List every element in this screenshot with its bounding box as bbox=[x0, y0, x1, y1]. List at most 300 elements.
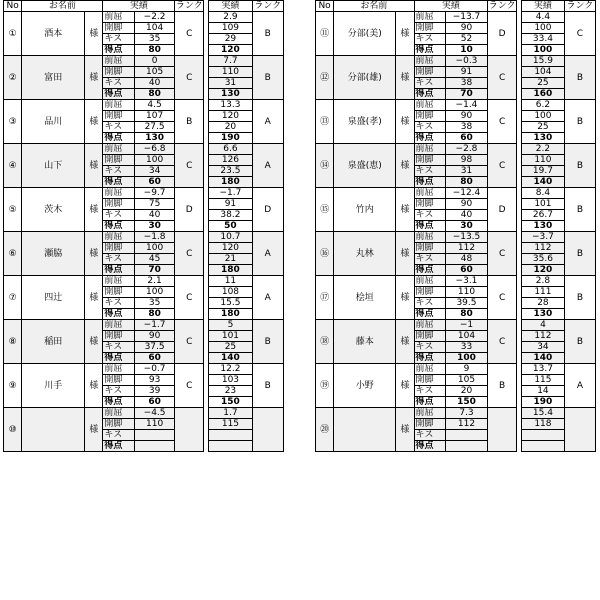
result-value-2: 23 bbox=[209, 386, 252, 397]
honorific: 様 bbox=[396, 12, 414, 56]
score-table bbox=[315, 0, 596, 452]
member-name: 分部(美) bbox=[334, 12, 396, 56]
result-value-2: 180 bbox=[209, 265, 252, 276]
stat-label: 開脚 bbox=[103, 375, 134, 386]
stat-label: 得点 bbox=[103, 89, 134, 100]
table-row bbox=[4, 408, 284, 419]
result-value: 80 bbox=[134, 89, 175, 100]
result-value: −4.5 bbox=[134, 408, 175, 419]
stat-label: キス bbox=[414, 34, 445, 45]
result-value: 39.5 bbox=[445, 298, 488, 309]
result-value: 105 bbox=[445, 375, 488, 386]
rank-grade: C bbox=[175, 144, 204, 188]
header-no: No bbox=[316, 1, 334, 12]
stat-label: 前屈 bbox=[414, 320, 445, 331]
rank-grade-2: B bbox=[564, 188, 595, 232]
rank-grade-2: B bbox=[564, 232, 595, 276]
stat-label: キス bbox=[414, 210, 445, 221]
rank-grade-2: A bbox=[252, 100, 283, 144]
result-value-2: 6.2 bbox=[522, 100, 565, 111]
rank-grade-2: B bbox=[564, 100, 595, 144]
entry-number: ⑬ bbox=[316, 100, 334, 144]
entry-number: ③ bbox=[4, 100, 22, 144]
honorific: 様 bbox=[85, 232, 103, 276]
result-value-2: 112 bbox=[522, 243, 565, 254]
table-row bbox=[316, 100, 596, 111]
rank-grade-2 bbox=[564, 408, 595, 452]
header-row bbox=[316, 1, 596, 12]
honorific: 様 bbox=[85, 408, 103, 452]
result-value-2: 110 bbox=[209, 67, 252, 78]
stat-label: キス bbox=[103, 298, 134, 309]
left-roster-table bbox=[3, 0, 284, 452]
result-value: −1 bbox=[445, 320, 488, 331]
member-name bbox=[334, 408, 396, 452]
rank-grade-2: A bbox=[252, 144, 283, 188]
result-value-2: 100 bbox=[522, 111, 565, 122]
result-value: 80 bbox=[445, 309, 488, 320]
result-value-2: 103 bbox=[209, 375, 252, 386]
honorific: 様 bbox=[85, 144, 103, 188]
stat-label: キス bbox=[103, 166, 134, 177]
member-name: 藤本 bbox=[334, 320, 396, 364]
stat-label: 得点 bbox=[414, 133, 445, 144]
result-value: 9 bbox=[445, 364, 488, 375]
stat-label: 得点 bbox=[103, 45, 134, 56]
result-value: 104 bbox=[445, 331, 488, 342]
result-value-2: 7.7 bbox=[209, 56, 252, 67]
result-value: 34 bbox=[134, 166, 175, 177]
stat-label: キス bbox=[103, 210, 134, 221]
result-value-2: 110 bbox=[522, 155, 565, 166]
result-value: 60 bbox=[445, 265, 488, 276]
stat-label: 前屈 bbox=[103, 144, 134, 155]
stat-label: 開脚 bbox=[103, 199, 134, 210]
result-value-2: 100 bbox=[522, 45, 565, 56]
entry-number: ④ bbox=[4, 144, 22, 188]
stat-label: 得点 bbox=[103, 309, 134, 320]
result-value-2: 2.8 bbox=[522, 276, 565, 287]
result-value: 110 bbox=[445, 287, 488, 298]
table-row bbox=[316, 232, 596, 243]
result-value-2: 109 bbox=[209, 23, 252, 34]
result-value-2: 100 bbox=[522, 23, 565, 34]
stat-label: 開脚 bbox=[414, 67, 445, 78]
honorific: 様 bbox=[85, 100, 103, 144]
honorific: 様 bbox=[396, 56, 414, 100]
stat-label: 前屈 bbox=[103, 232, 134, 243]
result-value: 110 bbox=[134, 419, 175, 430]
result-value: 4.5 bbox=[134, 100, 175, 111]
entry-number: ⑥ bbox=[4, 232, 22, 276]
result-value: −9.7 bbox=[134, 188, 175, 199]
result-value: 112 bbox=[445, 243, 488, 254]
result-value: −1.7 bbox=[134, 320, 175, 331]
entry-number: ⑧ bbox=[4, 320, 22, 364]
member-name: 茨木 bbox=[22, 188, 85, 232]
result-value-2: 140 bbox=[522, 177, 565, 188]
entry-number: ⑩ bbox=[4, 408, 22, 452]
rank-grade: D bbox=[488, 12, 517, 56]
rank-grade-2: B bbox=[564, 144, 595, 188]
table-row bbox=[4, 12, 284, 23]
stat-label: 前屈 bbox=[414, 232, 445, 243]
result-value: 20 bbox=[445, 386, 488, 397]
stat-label: キス bbox=[103, 78, 134, 89]
honorific: 様 bbox=[85, 56, 103, 100]
member-name: 竹内 bbox=[334, 188, 396, 232]
result-value: 105 bbox=[134, 67, 175, 78]
entry-number: ⑫ bbox=[316, 56, 334, 100]
result-value-2: 130 bbox=[522, 221, 565, 232]
result-value-2: 120 bbox=[209, 111, 252, 122]
result-value: 60 bbox=[134, 177, 175, 188]
result-value: 70 bbox=[134, 265, 175, 276]
result-value-2: 2.2 bbox=[522, 144, 565, 155]
result-value: −13.5 bbox=[445, 232, 488, 243]
result-value: 31 bbox=[445, 166, 488, 177]
stat-label: 開脚 bbox=[103, 419, 134, 430]
stat-label: 開脚 bbox=[103, 243, 134, 254]
stat-label: 得点 bbox=[414, 177, 445, 188]
result-value: 90 bbox=[134, 331, 175, 342]
result-value-2: 13.3 bbox=[209, 100, 252, 111]
result-value-2 bbox=[522, 441, 565, 452]
stat-label: 開脚 bbox=[414, 331, 445, 342]
result-value-2: 150 bbox=[209, 397, 252, 408]
stat-label: 前屈 bbox=[103, 364, 134, 375]
result-value-2: 14 bbox=[522, 386, 565, 397]
result-value-2: 1.7 bbox=[209, 408, 252, 419]
rank-grade-2: B bbox=[564, 56, 595, 100]
member-name: 品川 bbox=[22, 100, 85, 144]
rank-grade: C bbox=[488, 56, 517, 100]
entry-number: ⑦ bbox=[4, 276, 22, 320]
stat-label: キス bbox=[414, 430, 445, 441]
result-value: −6.8 bbox=[134, 144, 175, 155]
result-value-2: 4 bbox=[522, 320, 565, 331]
result-value bbox=[445, 430, 488, 441]
rank-grade: C bbox=[488, 276, 517, 320]
result-value: 90 bbox=[445, 111, 488, 122]
member-name: 泉盛(孝) bbox=[334, 100, 396, 144]
stat-label: キス bbox=[103, 430, 134, 441]
result-value-2: 29 bbox=[209, 34, 252, 45]
result-value-2: 15.5 bbox=[209, 298, 252, 309]
result-value-2: 115 bbox=[522, 375, 565, 386]
score-table bbox=[3, 0, 284, 452]
stat-label: キス bbox=[103, 386, 134, 397]
entry-number: ⑲ bbox=[316, 364, 334, 408]
stat-label: 開脚 bbox=[103, 287, 134, 298]
result-value-2: 15.9 bbox=[522, 56, 565, 67]
stat-label: 開脚 bbox=[103, 331, 134, 342]
stat-label: 開脚 bbox=[103, 155, 134, 166]
result-value: 40 bbox=[134, 78, 175, 89]
stat-label: 得点 bbox=[414, 441, 445, 452]
header-rank-2: ランク bbox=[252, 1, 283, 12]
result-value-2: 12.2 bbox=[209, 364, 252, 375]
stat-label: 得点 bbox=[103, 397, 134, 408]
honorific: 様 bbox=[396, 232, 414, 276]
result-value-2: 33.4 bbox=[522, 34, 565, 45]
result-value: −12.4 bbox=[445, 188, 488, 199]
result-value-2: 50 bbox=[209, 221, 252, 232]
header-rank: ランク bbox=[175, 1, 203, 11]
stat-label: 得点 bbox=[414, 309, 445, 320]
honorific: 様 bbox=[396, 100, 414, 144]
stat-label: 前屈 bbox=[103, 276, 134, 287]
stat-label: 前屈 bbox=[103, 12, 134, 23]
rank-grade: D bbox=[175, 188, 204, 232]
stat-label: キス bbox=[414, 122, 445, 133]
rank-grade-2 bbox=[252, 408, 283, 452]
result-value-2: 190 bbox=[209, 133, 252, 144]
rank-grade: C bbox=[175, 12, 204, 56]
result-value-2: 4.4 bbox=[522, 12, 565, 23]
member-name: 四辻 bbox=[22, 276, 85, 320]
result-value bbox=[134, 430, 175, 441]
stat-label: キス bbox=[103, 122, 134, 133]
member-name: 分部(雄) bbox=[334, 56, 396, 100]
rank-grade-2: B bbox=[564, 276, 595, 320]
result-value-2: 91 bbox=[209, 199, 252, 210]
result-value: 27.5 bbox=[134, 122, 175, 133]
honorific: 様 bbox=[396, 188, 414, 232]
honorific: 様 bbox=[85, 12, 103, 56]
rank-grade-2: D bbox=[252, 188, 283, 232]
header-result-2: 実績 bbox=[209, 1, 252, 12]
result-value: 80 bbox=[134, 309, 175, 320]
result-value: 80 bbox=[134, 45, 175, 56]
result-value-2: 140 bbox=[209, 353, 252, 364]
table-row bbox=[316, 188, 596, 199]
entry-number: ⑯ bbox=[316, 232, 334, 276]
result-value-2: 108 bbox=[209, 287, 252, 298]
result-value: 40 bbox=[445, 210, 488, 221]
stat-label: キス bbox=[103, 254, 134, 265]
header-result: 実績 bbox=[103, 1, 175, 12]
result-value-2: 120 bbox=[209, 243, 252, 254]
result-value: 0 bbox=[134, 56, 175, 67]
result-value-2 bbox=[209, 441, 252, 452]
result-value: −0.7 bbox=[134, 364, 175, 375]
result-value: 30 bbox=[134, 221, 175, 232]
stat-label: 得点 bbox=[414, 265, 445, 276]
result-value: 90 bbox=[445, 23, 488, 34]
stat-label: 前屈 bbox=[103, 56, 134, 67]
member-name: 泉盛(恵) bbox=[334, 144, 396, 188]
result-value-2: 118 bbox=[522, 419, 565, 430]
rank-grade-2: B bbox=[564, 320, 595, 364]
result-value: 112 bbox=[445, 419, 488, 430]
member-name: 瀬脇 bbox=[22, 232, 85, 276]
table-row bbox=[4, 364, 284, 375]
rank-grade: C bbox=[488, 100, 517, 144]
result-value: 100 bbox=[134, 243, 175, 254]
result-value: 130 bbox=[134, 133, 175, 144]
stat-label: 得点 bbox=[103, 177, 134, 188]
stat-label: 得点 bbox=[414, 221, 445, 232]
stat-label: 前屈 bbox=[103, 188, 134, 199]
stat-label: 前屈 bbox=[414, 100, 445, 111]
result-value-2: 2.9 bbox=[209, 12, 252, 23]
rank-grade-2: B bbox=[252, 56, 283, 100]
result-value-2: 31 bbox=[209, 78, 252, 89]
result-value-2: 21 bbox=[209, 254, 252, 265]
header-row bbox=[4, 1, 284, 12]
entry-number: ⑳ bbox=[316, 408, 334, 452]
result-value-2: 115 bbox=[209, 419, 252, 430]
stat-label: 前屈 bbox=[103, 320, 134, 331]
result-value: 100 bbox=[445, 353, 488, 364]
member-name: 酒本 bbox=[22, 12, 85, 56]
stat-label: 前屈 bbox=[414, 12, 445, 23]
result-value: 100 bbox=[134, 155, 175, 166]
result-value: 98 bbox=[445, 155, 488, 166]
stat-label: 前屈 bbox=[414, 144, 445, 155]
stat-label: 開脚 bbox=[414, 243, 445, 254]
result-value-2: 13.7 bbox=[522, 364, 565, 375]
honorific: 様 bbox=[85, 188, 103, 232]
member-name: 富田 bbox=[22, 56, 85, 100]
table-row bbox=[4, 56, 284, 67]
result-value-2: 130 bbox=[522, 133, 565, 144]
rank-grade-2: A bbox=[564, 364, 595, 408]
stat-label: キス bbox=[414, 78, 445, 89]
member-name bbox=[22, 408, 85, 452]
stat-label: 開脚 bbox=[103, 111, 134, 122]
result-value-2: 112 bbox=[522, 331, 565, 342]
stat-label: 前屈 bbox=[103, 100, 134, 111]
honorific: 様 bbox=[396, 276, 414, 320]
result-value-2: 6.6 bbox=[209, 144, 252, 155]
header-name: お名前 bbox=[334, 1, 414, 12]
stat-label: 前屈 bbox=[103, 408, 134, 419]
stat-label: 開脚 bbox=[414, 199, 445, 210]
table-row bbox=[316, 12, 596, 23]
result-value: −1.8 bbox=[134, 232, 175, 243]
right-roster-table bbox=[315, 0, 596, 452]
stat-label: 得点 bbox=[103, 133, 134, 144]
stat-label: 得点 bbox=[414, 89, 445, 100]
stat-label: キス bbox=[414, 166, 445, 177]
table-row bbox=[4, 144, 284, 155]
result-value-2: 34 bbox=[522, 342, 565, 353]
stat-label: 得点 bbox=[103, 353, 134, 364]
entry-number: ⑨ bbox=[4, 364, 22, 408]
result-value-2 bbox=[209, 430, 252, 441]
stat-label: 開脚 bbox=[414, 375, 445, 386]
result-value-2: 25 bbox=[522, 78, 565, 89]
result-value-2: 25 bbox=[522, 122, 565, 133]
entry-number: ⑪ bbox=[316, 12, 334, 56]
entry-number: ② bbox=[4, 56, 22, 100]
result-value-2: 140 bbox=[522, 353, 565, 364]
member-name: 川手 bbox=[22, 364, 85, 408]
stat-label: キス bbox=[414, 298, 445, 309]
result-value-2: 130 bbox=[209, 89, 252, 100]
table-row bbox=[4, 100, 284, 111]
result-value-2: 126 bbox=[209, 155, 252, 166]
stat-label: 開脚 bbox=[414, 419, 445, 430]
honorific: 様 bbox=[396, 364, 414, 408]
entry-number: ⑭ bbox=[316, 144, 334, 188]
result-value-2: 180 bbox=[209, 309, 252, 320]
rank-grade: C bbox=[175, 232, 204, 276]
result-value-2 bbox=[522, 430, 565, 441]
result-value: 35 bbox=[134, 298, 175, 309]
honorific: 様 bbox=[85, 364, 103, 408]
result-value: 93 bbox=[134, 375, 175, 386]
result-value: 35 bbox=[134, 34, 175, 45]
result-value: 2.1 bbox=[134, 276, 175, 287]
result-value: 60 bbox=[134, 353, 175, 364]
entry-number: ⑮ bbox=[316, 188, 334, 232]
stat-label: 得点 bbox=[414, 45, 445, 56]
result-value: −1.4 bbox=[445, 100, 488, 111]
rank-grade: C bbox=[175, 320, 204, 364]
result-value: 107 bbox=[134, 111, 175, 122]
entry-number: ① bbox=[4, 12, 22, 56]
stat-label: キス bbox=[103, 342, 134, 353]
result-value: −2.8 bbox=[445, 144, 488, 155]
entry-number: ⑱ bbox=[316, 320, 334, 364]
result-value: 100 bbox=[134, 287, 175, 298]
entry-number: ⑰ bbox=[316, 276, 334, 320]
stat-label: 開脚 bbox=[103, 67, 134, 78]
result-value-2: 35.6 bbox=[522, 254, 565, 265]
table-row bbox=[316, 320, 596, 331]
honorific: 様 bbox=[85, 320, 103, 364]
stat-label: 開脚 bbox=[414, 23, 445, 34]
result-value: −13.7 bbox=[445, 12, 488, 23]
result-value: 91 bbox=[445, 67, 488, 78]
rank-grade: B bbox=[175, 100, 204, 144]
rank-grade: C bbox=[175, 56, 204, 100]
result-value-2: 38.2 bbox=[209, 210, 252, 221]
result-value: 30 bbox=[445, 221, 488, 232]
stat-label: キス bbox=[414, 386, 445, 397]
stat-label: 開脚 bbox=[103, 23, 134, 34]
rank-grade-2: B bbox=[252, 12, 283, 56]
result-value: 45 bbox=[134, 254, 175, 265]
table-row bbox=[316, 56, 596, 67]
member-name: 丸林 bbox=[334, 232, 396, 276]
member-name: 桧垣 bbox=[334, 276, 396, 320]
rank-grade: C bbox=[175, 364, 204, 408]
stat-label: キス bbox=[414, 254, 445, 265]
stat-label: 開脚 bbox=[414, 287, 445, 298]
result-value: 38 bbox=[445, 122, 488, 133]
result-value: 10 bbox=[445, 45, 488, 56]
result-value: 39 bbox=[134, 386, 175, 397]
table-row bbox=[316, 408, 596, 419]
result-value: 75 bbox=[134, 199, 175, 210]
result-value: 90 bbox=[445, 199, 488, 210]
rank-grade: C bbox=[488, 320, 517, 364]
result-value-2: 11 bbox=[209, 276, 252, 287]
rank-grade-2: A bbox=[252, 232, 283, 276]
stat-label: 開脚 bbox=[414, 155, 445, 166]
result-value: 38 bbox=[445, 78, 488, 89]
result-value-2: 8.4 bbox=[522, 188, 565, 199]
honorific: 様 bbox=[396, 408, 414, 452]
result-value-2: 26.7 bbox=[522, 210, 565, 221]
stat-label: 得点 bbox=[414, 353, 445, 364]
result-value: 80 bbox=[445, 177, 488, 188]
result-value-2: 101 bbox=[522, 199, 565, 210]
